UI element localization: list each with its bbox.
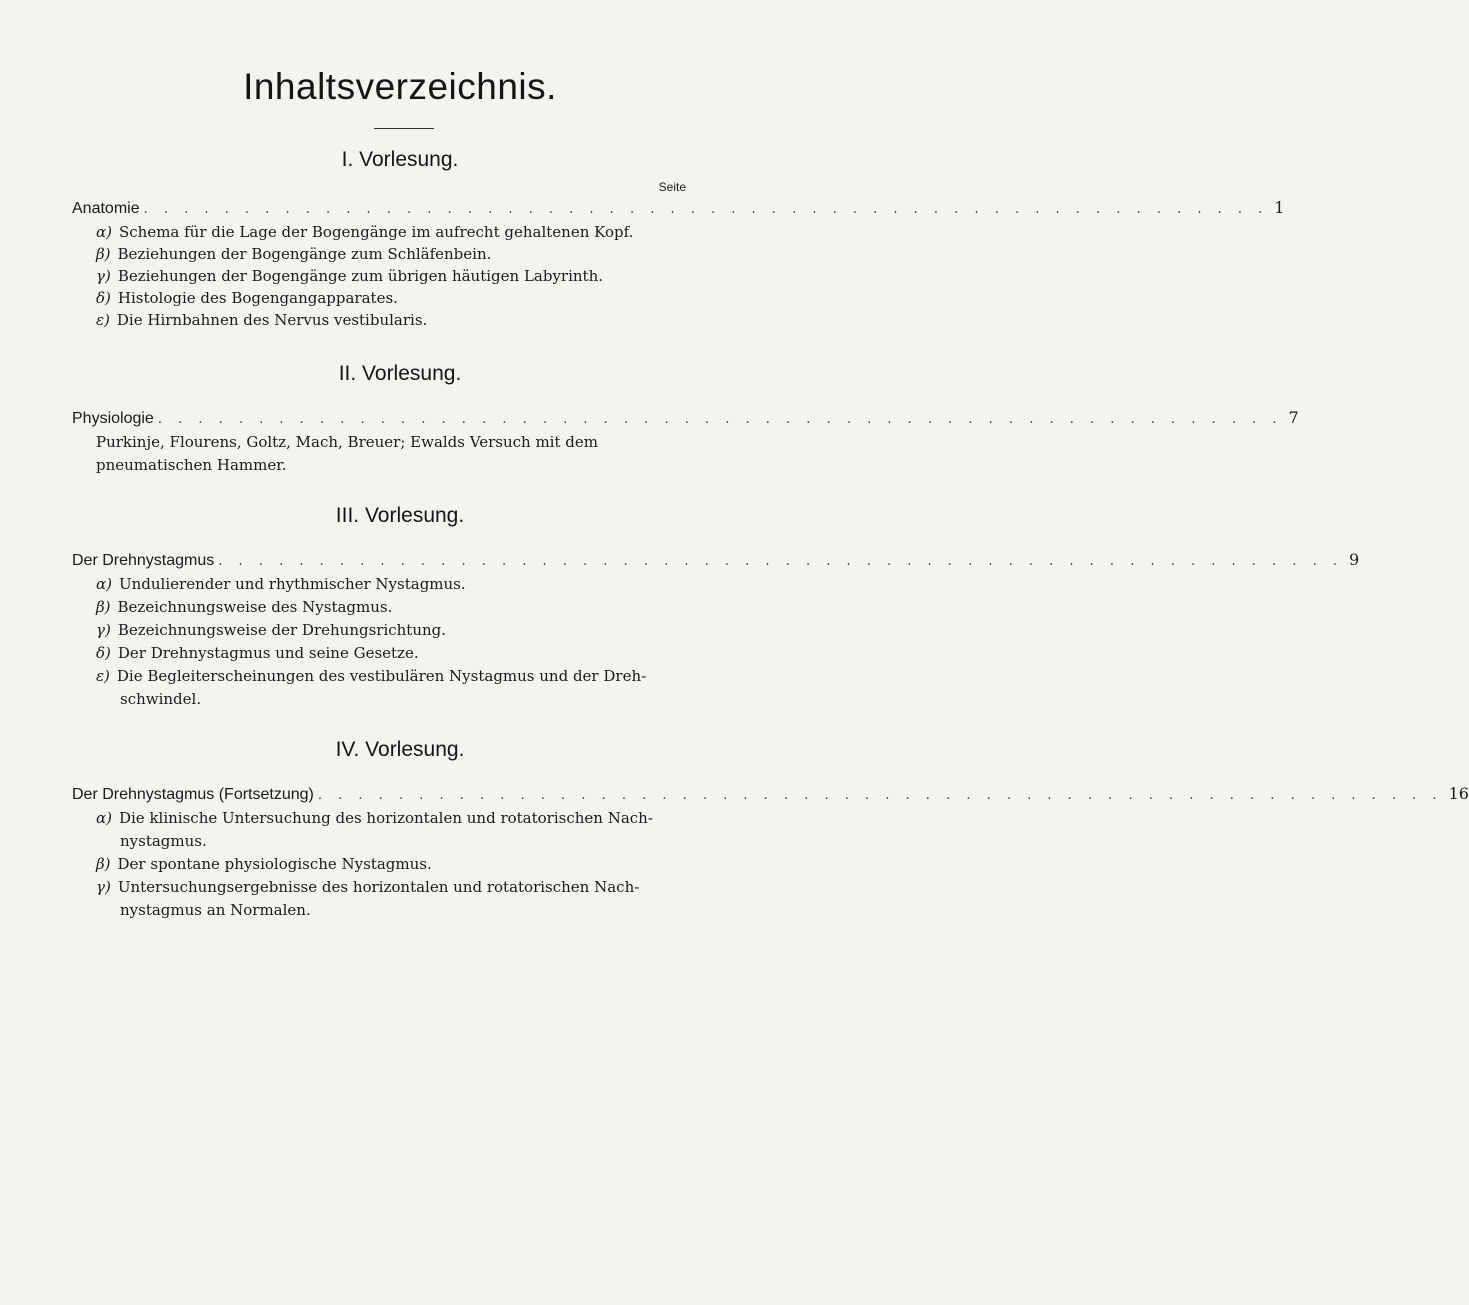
- list-item-continuation: nystagmus.: [120, 832, 207, 850]
- entry-page-number: 16: [1448, 784, 1469, 803]
- list-item: γ) Bezeichnungsweise der Drehungsrichtung.: [96, 621, 447, 639]
- dot-leader: . . . . . . . . . . . . . . . . . . . . . . . . . . . . . . . . . . . . . . . . . . . . . . . . . . . . . . . .: [157, 412, 1283, 427]
- toc-entry-drehnystagmus[interactable]: [72, 550, 1360, 570]
- entry-label: Physiologie: [72, 410, 154, 427]
- entry-page-number: 9: [1348, 550, 1360, 569]
- entry-page-number: 1: [1274, 198, 1285, 217]
- list-item-continuation: nystagmus an Normalen.: [120, 901, 311, 919]
- entry-label: Der Drehnystagmus: [72, 552, 215, 569]
- page-column-label: Seite: [658, 180, 686, 194]
- list-item: α) Die klinische Untersuchung des horizontalen und rotatorischen Nach-: [96, 809, 653, 827]
- entry-page-number: 7: [1288, 408, 1299, 427]
- list-item: ε) Die Begleiterscheinungen des vestibulären Nystagmus und der Dreh-: [96, 667, 647, 685]
- list-item: γ) Untersuchungsergebnisse des horizontalen und rotatorischen Nach-: [96, 878, 640, 896]
- list-item-continuation: schwindel.: [120, 690, 202, 708]
- page-title: Inhaltsverzeichnis.: [243, 66, 557, 107]
- dot-leader: . . . . . . . . . . . . . . . . . . . . . . . . . . . . . . . . . . . . . . . . . . . . . . . . . . . . . . . .: [143, 202, 1269, 217]
- list-item: δ) Der Drehnystagmus und seine Gesetze.: [96, 644, 419, 662]
- list-item: α) Schema für die Lage der Bogengänge im aufrecht gehaltenen Kopf.: [96, 223, 634, 241]
- entry-label: Anatomie: [72, 200, 140, 217]
- toc-entry-physiologie[interactable]: [72, 408, 1299, 428]
- lecture-1-heading: I. Vorlesung.: [341, 148, 459, 171]
- entry-label: Der Drehnystagmus (Fortsetzung): [72, 786, 314, 803]
- list-item: ε) Die Hirnbahnen des Nervus vestibularis.: [96, 311, 428, 329]
- toc-entry-drehnystagmus-fortsetzung[interactable]: [72, 784, 1469, 804]
- title-divider: [374, 128, 434, 129]
- list-item: δ) Histologie des Bogengangapparates.: [96, 289, 398, 307]
- dot-leader: . . . . . . . . . . . . . . . . . . . . . . . . . . . . . . . . . . . . . . . . . . . . . . . . . . . . . . . .: [218, 554, 1343, 569]
- text-line: pneumatischen Hammer.: [96, 456, 287, 474]
- lecture-2-heading: II. Vorlesung.: [338, 362, 462, 385]
- toc-entry-anatomie[interactable]: [72, 198, 1285, 218]
- text-line: Purkinje, Flourens, Goltz, Mach, Breuer; Ewalds Versuch mit dem: [96, 433, 598, 451]
- dot-leader: . . . . . . . . . . . . . . . . . . . . . . . . . . . . . . . . . . . . . . . . . . . . . . . . . . . . . . . .: [317, 788, 1443, 803]
- list-item: γ) Beziehungen der Bogengänge zum übrigen häutigen Labyrinth.: [96, 267, 604, 285]
- list-item: β) Beziehungen der Bogengänge zum Schläfenbein.: [96, 245, 492, 263]
- list-item: α) Undulierender und rhythmischer Nystagmus.: [96, 575, 466, 593]
- list-item: β) Bezeichnungsweise des Nystagmus.: [96, 598, 393, 616]
- lecture-4-heading: IV. Vorlesung.: [335, 738, 465, 761]
- lecture-3-heading: III. Vorlesung.: [335, 504, 465, 527]
- list-item: β) Der spontane physiologische Nystagmus.: [96, 855, 432, 873]
